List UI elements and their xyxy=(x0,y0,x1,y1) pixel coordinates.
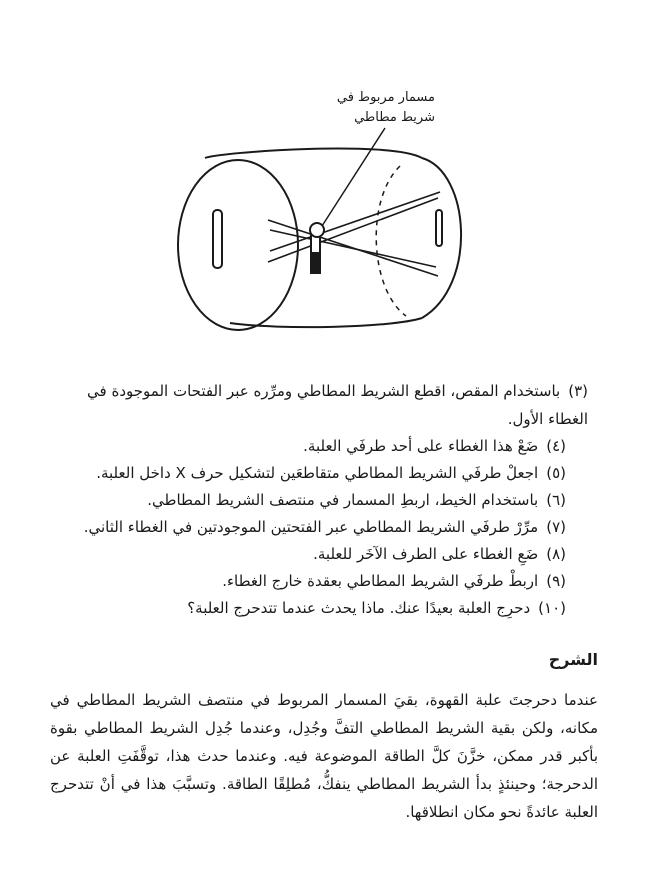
step-item xyxy=(48,377,588,433)
step-item xyxy=(48,514,588,541)
can-top-edge xyxy=(205,148,422,158)
step-text: دحرِج العلبة بعيدًا عنك. ماذا يحدث عندما تتدحرج العلبة؟ xyxy=(187,599,531,617)
step-text: اجعلْ طرفَي الشريط المطاطي متقاطعَين لتشكيل حرف X داخل العلبة. xyxy=(96,464,539,482)
step-number: (٦) xyxy=(546,491,566,509)
step-text: ضَعْ هذا الغطاء على أحد طرفَي العلبة. xyxy=(303,437,539,455)
step-item xyxy=(48,595,588,622)
explanation-paragraph: عندما دحرجتَ علبة القهوة، بقيَ المسمار المربوط في منتصف الشريط المطاطي في مكانه، ولكن بقية الشريط المطاطي التفَّ وجُدِل، وعندما جُدِل الشريط المطاطي بقوة بأكبر قدر ممكن، خزَّنَ كلَّ الطاقة الموضوعة فيه. وعندما حدث هذا، توقَّفَتِ العلبة عن الدحرجة؛ وحينئذٍ بدأ الشريط المطاطي ينفكُّ، مُطلِقًا الطاقة. وتسبَّبَ هذا في أنْ تتدحرج العلبة عائدةً نحو مكان انطلاقها. xyxy=(50,691,598,821)
figure-caption-line2: شريط مطاطي xyxy=(354,110,435,125)
step-text: باستخدام المقص، اقطع الشريط المطاطي ومرِّره عبر الفتحات الموجودة في الغطاء الأول. xyxy=(87,382,588,428)
rubber-band-x xyxy=(268,192,440,276)
step-text: ضَعِ الغطاء على الطرف الآخَر للعلبة. xyxy=(313,545,539,563)
step-item xyxy=(48,460,588,487)
step-item xyxy=(48,541,588,568)
step-number: (٩) xyxy=(546,572,566,590)
step-text: باستخدام الخيط، اربطِ المسمار في منتصف الشريط المطاطي. xyxy=(147,491,539,509)
step-item xyxy=(48,568,588,595)
step-number: (٥) xyxy=(546,464,566,482)
step-number: (٤) xyxy=(546,437,566,455)
section-title: الشرح xyxy=(548,650,598,669)
can-hidden-edge xyxy=(376,166,406,316)
step-number: (٣) xyxy=(568,382,588,400)
instruction-steps xyxy=(48,377,588,622)
step-number: (٧) xyxy=(546,518,566,536)
lid-slot xyxy=(213,210,222,268)
nail-shadow xyxy=(311,252,320,273)
can-illustration xyxy=(160,80,490,340)
step-text: اربطْ طرفَي الشريط المطاطي بعقدة خارج الغطاء. xyxy=(222,572,539,590)
figure-caption-line1: مسمار مربوط في xyxy=(336,90,435,105)
step-item xyxy=(48,433,588,460)
can-front-lid xyxy=(178,160,298,330)
step-number: (١٠) xyxy=(538,599,566,617)
step-number: (٨) xyxy=(546,545,566,563)
caption-pointer xyxy=(322,128,385,226)
step-item xyxy=(48,487,588,514)
back-lid-slot xyxy=(436,210,442,246)
step-text: مرِّرْ طرفَي الشريط المطاطي عبر الفتحتين الموجودتين في الغطاء الثاني. xyxy=(83,518,539,536)
